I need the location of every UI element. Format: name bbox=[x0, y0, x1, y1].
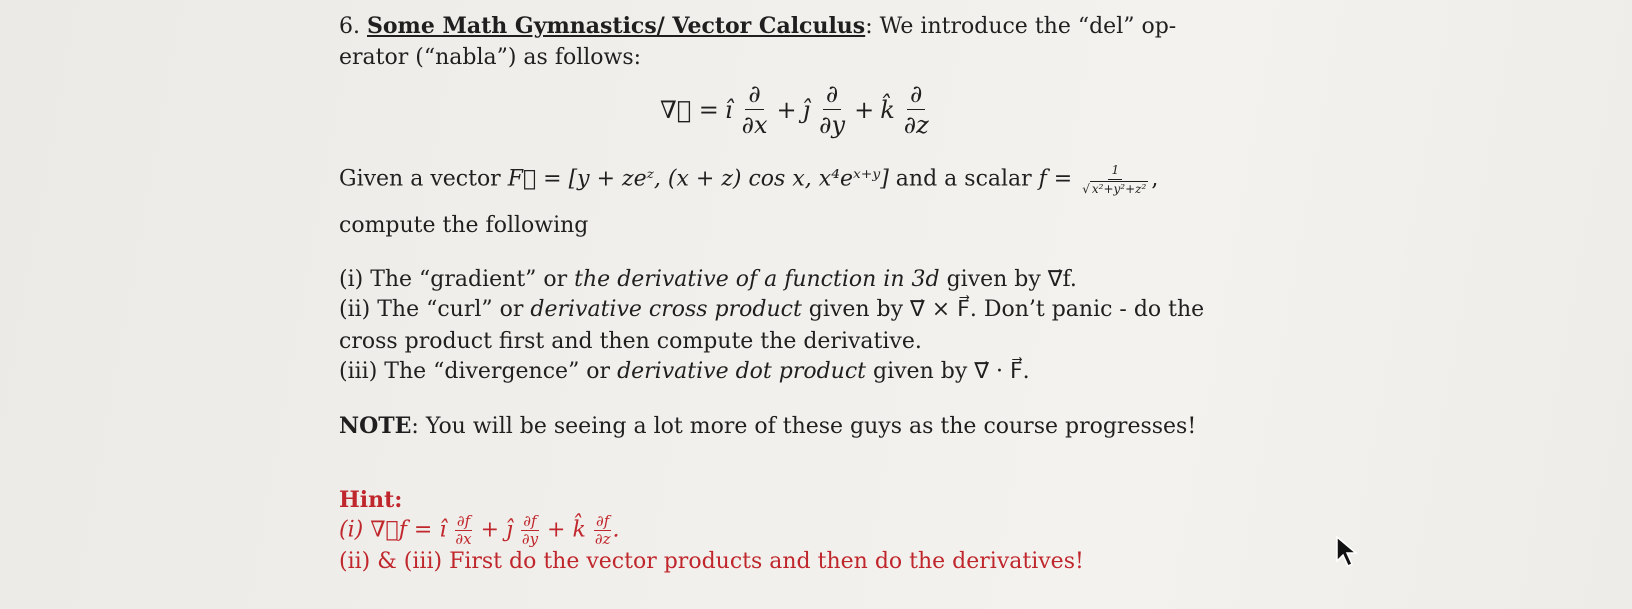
hint-i bbox=[339, 514, 1599, 547]
plus-sign: + bbox=[776, 95, 797, 124]
problem-intro: : We introduce the “del” op- bbox=[865, 14, 1177, 39]
item-iii-end: given by ∇⃗ · F⃗. bbox=[866, 359, 1030, 384]
f-numerator: 1 bbox=[1108, 164, 1122, 180]
item-ii-line2: cross product first and then compute the derivative. bbox=[339, 329, 922, 354]
hint-j-part: + ĵ bbox=[473, 517, 513, 543]
nabla-equation bbox=[660, 82, 932, 137]
item-i-end: given by ∇⃗f. bbox=[939, 267, 1077, 292]
vector-F-expression: F⃗ = [y + zeᶻ, (x + z) cos x, x⁴eˣ⁺ʸ] bbox=[507, 166, 889, 192]
hint-dz: ∂z bbox=[594, 530, 611, 548]
note-line bbox=[339, 412, 1599, 441]
given-mid: and a scalar bbox=[888, 166, 1039, 192]
comma: , bbox=[1151, 166, 1159, 192]
f-denominator: √ x²+y²+z² bbox=[1082, 182, 1147, 196]
given-line2: compute the following bbox=[339, 213, 589, 238]
problem-heading bbox=[339, 12, 1599, 41]
plus-sign: + bbox=[854, 95, 875, 124]
problem-intro-line2: erator (“nabla”) as follows: bbox=[339, 45, 642, 70]
hint-df: ∂f bbox=[523, 512, 537, 530]
hint-dx: ∂x bbox=[455, 530, 472, 548]
hint-dfdy bbox=[520, 514, 540, 547]
scalar-f-lhs: f = bbox=[1038, 166, 1080, 192]
hint-dfdz bbox=[593, 514, 613, 547]
item-ii-end: given by ∇⃗ × F⃗. Don’t panic - do the bbox=[801, 297, 1205, 322]
partial-x-fraction bbox=[739, 82, 771, 137]
partial-num: ∂ bbox=[907, 82, 925, 110]
problem-number: 6. bbox=[339, 14, 360, 39]
hint-ii-iii: (ii) & (iii) First do the vector products and then do the derivatives! bbox=[339, 549, 1084, 574]
item-ii-italic: derivative cross product bbox=[530, 297, 802, 322]
item-i bbox=[339, 266, 1599, 294]
partial-y-fraction bbox=[816, 82, 848, 137]
item-ii bbox=[339, 296, 1599, 324]
partial-num: ∂ bbox=[823, 82, 841, 110]
unit-k: k̂ bbox=[880, 95, 895, 124]
given-line bbox=[339, 164, 1599, 195]
hint-df: ∂f bbox=[596, 512, 610, 530]
hint-df: ∂f bbox=[456, 512, 471, 530]
item-i-italic: the derivative of a function in 3d bbox=[574, 267, 940, 292]
f-radicand: x²+y²+z² bbox=[1091, 182, 1147, 196]
hint-dy: ∂y bbox=[521, 530, 539, 548]
nabla-lhs: ∇⃗ = bbox=[660, 95, 719, 124]
item-i-start: (i) The “gradient” or bbox=[339, 267, 575, 292]
problem-title: Some Math Gymnastics/ Vector Calculus bbox=[367, 13, 866, 39]
hint-label-text: Hint: bbox=[339, 487, 403, 513]
item-iii-start: (iii) The “divergence” or bbox=[339, 359, 618, 384]
item-ii-start: (ii) The “curl” or bbox=[339, 297, 531, 322]
unit-j: ĵ bbox=[802, 95, 811, 124]
partial-den-y: ∂y bbox=[819, 111, 846, 139]
given-prefix: Given a vector bbox=[339, 166, 508, 192]
partial-den-z: ∂z bbox=[903, 111, 929, 139]
unit-i: î bbox=[724, 95, 733, 124]
hint-k-part: + k̂ bbox=[540, 517, 586, 543]
note-label: NOTE bbox=[339, 413, 412, 439]
hint-period: . bbox=[612, 517, 620, 543]
hint-i-prefix: (i) ∇⃗f = î bbox=[339, 517, 447, 543]
scalar-f-fraction bbox=[1079, 164, 1151, 195]
partial-z-fraction bbox=[901, 82, 932, 137]
item-iii-italic: derivative dot product bbox=[617, 359, 867, 384]
partial-den-x: ∂x bbox=[741, 111, 768, 139]
hint-label bbox=[339, 486, 1599, 515]
partial-num: ∂ bbox=[745, 82, 763, 110]
item-iii bbox=[339, 358, 1599, 386]
hint-dfdx bbox=[453, 514, 473, 547]
note-text: : You will be seeing a lot more of these guys as the course progresses! bbox=[411, 414, 1197, 439]
